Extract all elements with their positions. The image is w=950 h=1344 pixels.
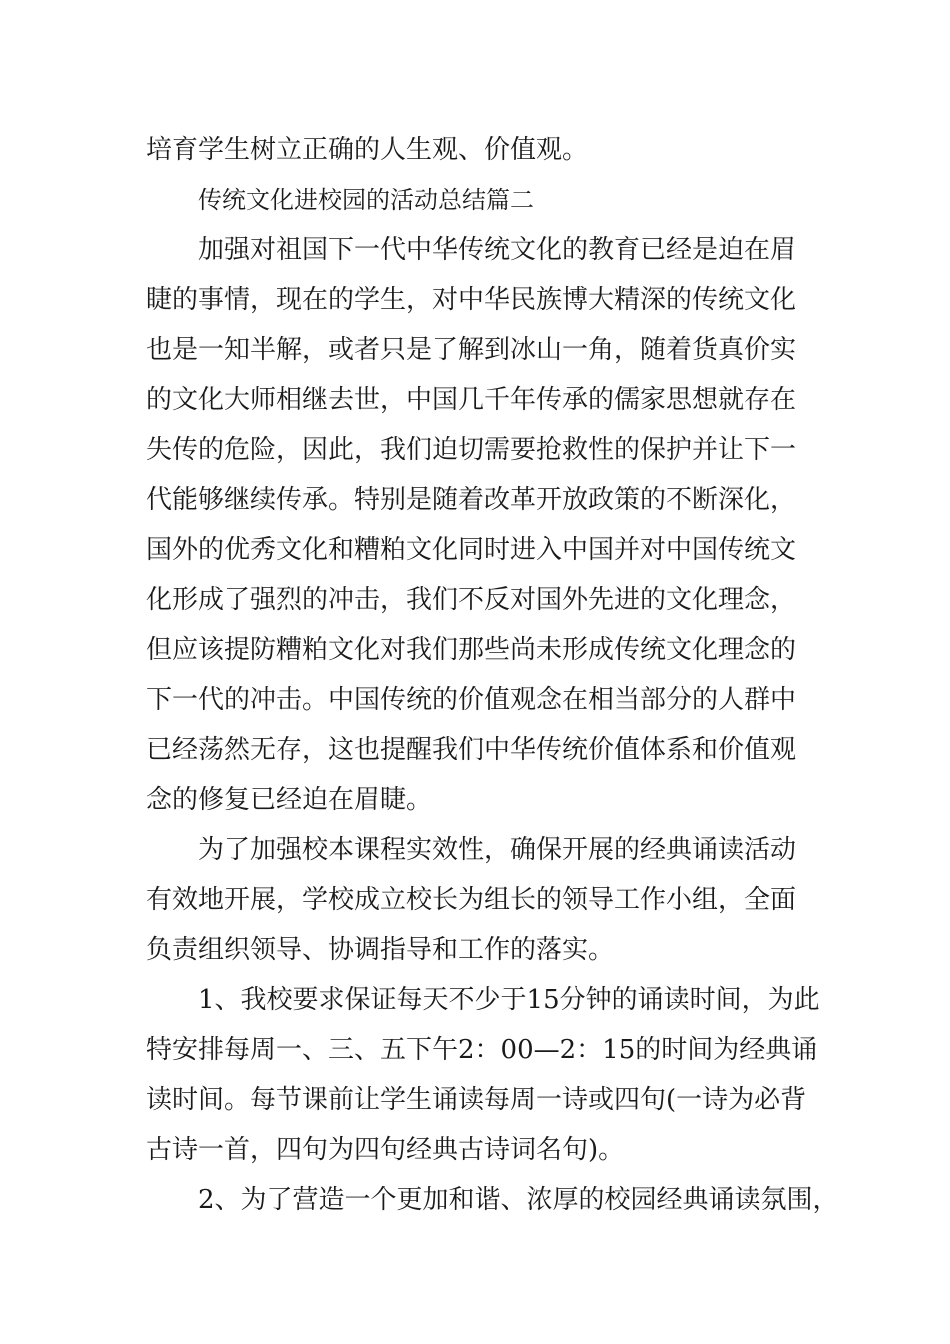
text-line: 2、为了营造一个更加和谐、浓厚的校园经典诵读氛围， (198, 1185, 839, 1215)
text-line: 代能够继续传承。特别是随着改革开放政策的不断深化， (146, 485, 797, 515)
text-line: 失传的危险，因此，我们迫切需要抢救性的保护并让下一 (146, 435, 797, 465)
text-line: 为了加强校本课程实效性，确保开展的经典诵读活动 (198, 835, 797, 865)
text-line: 负责组织领导、协调指导和工作的落实。 (146, 935, 615, 965)
text-line: 念的修复已经迫在眉睫。 (146, 785, 433, 815)
text-line: 培育学生树立正确的人生观、价值观。 (146, 135, 589, 165)
text-line: 但应该提防糟粕文化对我们那些尚未形成传统文化理念的 (146, 635, 797, 665)
text-line: 下一代的冲击。中国传统的价值观念在相当部分的人群中 (146, 685, 797, 715)
section-heading: 传统文化进校园的活动总结篇二 (198, 186, 534, 214)
text-line: 有效地开展，学校成立校长为组长的领导工作小组，全面 (146, 885, 797, 915)
text-line: 睫的事情，现在的学生，对中华民族博大精深的传统文化 (146, 285, 797, 315)
text-line: 特安排每周一、三、五下午2：00—2：15的时间为经典诵 (146, 1035, 818, 1065)
text-line: 已经荡然无存，这也提醒我们中华传统价值体系和价值观 (146, 735, 797, 765)
text-line: 古诗一首，四句为四句经典古诗词名句)。 (146, 1135, 625, 1165)
text-line: 国外的优秀文化和糟粕文化同时进入中国并对中国传统文 (146, 535, 797, 565)
text-line: 读时间。每节课前让学生诵读每周一诗或四句(一诗为必背 (146, 1085, 807, 1115)
text-line: 化形成了强烈的冲击，我们不反对国外先进的文化理念， (146, 585, 797, 615)
text-line: 的文化大师相继去世，中国几千年传承的儒家思想就存在 (146, 385, 797, 415)
text-line: 也是一知半解，或者只是了解到冰山一角，随着货真价实 (146, 335, 797, 365)
text-line: 1、我校要求保证每天不少于15分钟的诵读时间，为此 (198, 985, 820, 1015)
text-line: 加强对祖国下一代中华传统文化的教育已经是迫在眉 (198, 235, 797, 265)
